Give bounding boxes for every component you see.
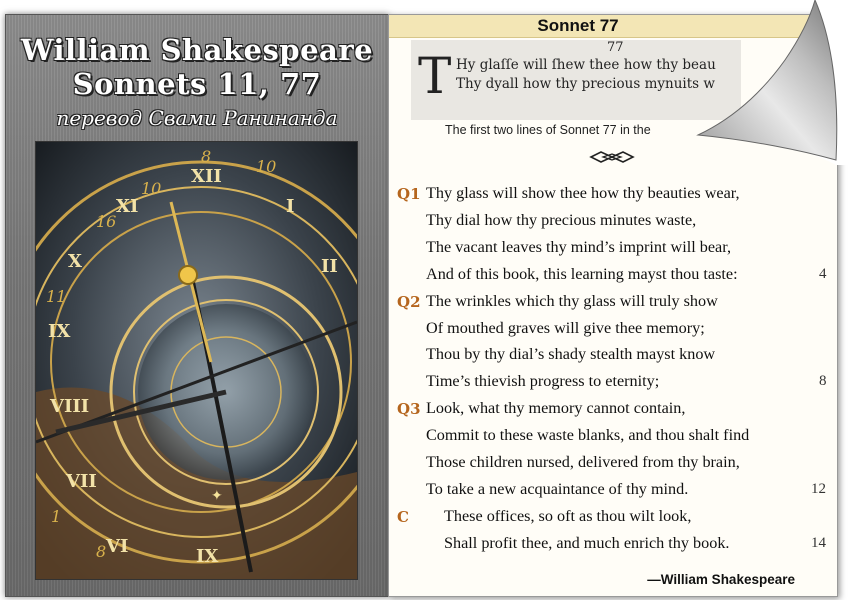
stanza-label: Q3 — [397, 400, 421, 419]
svg-text:10: 10 — [256, 157, 277, 176]
svg-text:11: 11 — [46, 287, 67, 306]
svg-text:8: 8 — [201, 147, 212, 166]
sonnet-line: Look, what thy memory cannot contain, — [426, 399, 686, 418]
cover-title-line2: Sonnets 11, 77 — [72, 67, 322, 101]
sonnet-line: Thy glass will show thee how thy beauties wear, — [426, 184, 740, 202]
svg-text:✦: ✦ — [211, 488, 223, 504]
facsimile-caption: The first two lines of Sonnet 77 in the — [445, 123, 651, 137]
stanza-label: Q1 — [397, 185, 421, 203]
sonnet-line: The wrinkles which thy glass will truly show — [426, 291, 718, 310]
line-number: 4 — [819, 265, 827, 282]
book-cover — [5, 14, 389, 597]
facsimile-line-2: Thy dyall how thy precious mynuits w — [456, 76, 715, 92]
sonnet-line: Commit to these waste blanks, and thou shalt find — [426, 426, 750, 445]
facsimile-drop-cap: T — [418, 47, 452, 105]
sonnet-line: Of mouthed graves will give thee memory; — [426, 318, 705, 337]
astronomical-clock-image — [35, 141, 358, 580]
line-number: 12 — [811, 480, 826, 497]
stanza-label: C — [397, 507, 409, 526]
facsimile-line-1: Hy glaſſe will ſhew thee how thy beau — [456, 57, 716, 73]
svg-text:10: 10 — [141, 179, 162, 198]
sonnet-line: Time’s thievish progress to eternity; — [426, 372, 660, 391]
svg-text:8: 8 — [96, 542, 107, 561]
sonnet-line: Those children nursed, delivered from thy brain, — [426, 453, 740, 471]
svg-text:II: II — [321, 256, 338, 277]
sonnet-line: To take a new acquaintance of thy mind. — [426, 479, 689, 498]
page-title: Sonnet 77 — [537, 16, 619, 35]
cover-title — [6, 33, 388, 101]
sonnet-line: Shall profit thee, and much enrich thy book. — [444, 533, 730, 552]
line-number: 14 — [811, 534, 826, 551]
svg-text:XII: XII — [191, 166, 222, 187]
author-signature: —William Shakespeare — [647, 572, 795, 587]
svg-text:1: 1 — [51, 507, 62, 526]
svg-text:VII: VII — [66, 471, 97, 492]
svg-text:VI: VI — [106, 536, 129, 557]
sonnet-line: And of this book, this learning mayst thou taste: — [426, 264, 738, 283]
svg-text:16: 16 — [96, 212, 117, 231]
sonnet-line: These offices, so oft as thou wilt look, — [444, 506, 692, 525]
svg-text:XI: XI — [116, 196, 139, 217]
sonnet-line: Thou by thy dial’s shady stealth mayst know — [426, 345, 716, 364]
sonnet-line: Thy dial how thy precious minutes waste, — [426, 210, 697, 229]
stanza-label: Q2 — [397, 292, 421, 311]
line-number: 8 — [819, 373, 827, 390]
svg-text:I: I — [286, 196, 295, 217]
svg-text:IX: IX — [48, 321, 71, 342]
svg-text:X: X — [68, 251, 82, 272]
cover-title-line1: William Shakespeare — [20, 33, 374, 67]
svg-text:VIII: VIII — [50, 396, 90, 417]
decorative-ornament-icon — [589, 149, 635, 165]
facsimile-number: 77 — [607, 40, 624, 55]
page-curl-decoration — [690, 0, 849, 165]
sonnet-line: The vacant leaves thy mind’s imprint will bear, — [426, 237, 732, 256]
clock-illustration — [36, 142, 357, 579]
cover-subtitle: перевод Свами Ранинанда — [56, 106, 338, 130]
svg-text:IX: IX — [196, 546, 219, 567]
